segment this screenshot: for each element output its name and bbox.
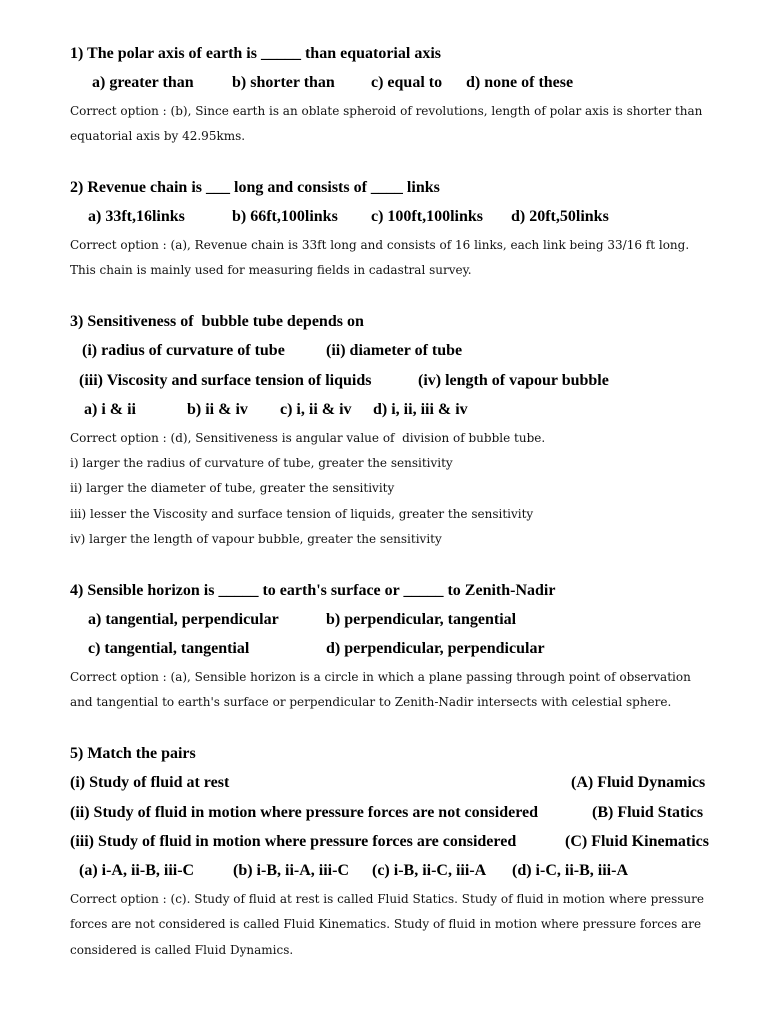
option-b: b) ii & iv (187, 401, 248, 418)
option-c: c) 100ft,100links (371, 208, 483, 225)
option-c: (c) i-B, ii-C, iii-A (372, 862, 487, 879)
option-a: (a) i-A, ii-B, iii-C (79, 862, 195, 879)
question-text: 5) Match the pairs (70, 745, 196, 762)
answer-explanation-line: Correct option : (a), Revenue chain is 33ft long and consists of 16 links, each link being 33/16 ft long. (70, 238, 690, 252)
answer-explanation-line: iv) larger the length of vapour bubble, greater the sensitivity (70, 532, 442, 546)
option-d: d) perpendicular, perpendicular (326, 640, 545, 657)
option-d: d) 20ft,50links (511, 208, 609, 225)
option-b: (b) i-B, ii-A, iii-C (233, 862, 349, 879)
answer-explanation-line: Correct option : (d), Sensitiveness is angular value of division of bubble tube. (70, 431, 546, 445)
answer-explanation-line: Correct option : (a), Sensible horizon is a circle in which a plane passing through point of observation (70, 670, 691, 684)
option-c: c) tangential, tangential (88, 640, 250, 657)
pair-right-b: (B) Fluid Statics (592, 804, 704, 821)
option-c: c) equal to (371, 74, 443, 91)
question-text: 2) Revenue chain is ___ long and consists of ____ links (70, 179, 440, 196)
pair-right-a: (A) Fluid Dynamics (571, 774, 706, 791)
option-b: b) shorter than (232, 74, 335, 91)
answer-explanation-line: Correct option : (b), Since earth is an oblate spheroid of revolutions, length of polar axis is shorter than (70, 104, 703, 118)
answer-explanation-line: i) larger the radius of curvature of tube, greater the sensitivity (70, 456, 453, 470)
answer-explanation-line: considered is called Fluid Dynamics. (70, 943, 294, 957)
option-a: a) greater than (92, 74, 194, 91)
statement-iv: (iv) length of vapour bubble (418, 372, 609, 389)
option-d: (d) i-C, ii-B, iii-A (512, 862, 628, 879)
pair-left-iii: (iii) Study of fluid in motion where pressure forces are considered (70, 833, 517, 850)
option-b: b) perpendicular, tangential (326, 611, 517, 628)
statement-ii: (ii) diameter of tube (326, 342, 463, 359)
answer-explanation-line: Correct option : (c). Study of fluid at rest is called Fluid Statics. Study of fluid in motion where pressure (70, 892, 704, 906)
option-a: a) i & ii (84, 401, 136, 418)
answer-explanation-line: ii) larger the diameter of tube, greater the sensitivity (70, 481, 395, 495)
pair-right-c: (C) Fluid Kinematics (565, 833, 709, 850)
option-d: d) i, ii, iii & iv (373, 401, 468, 418)
question-text: 4) Sensible horizon is _____ to earth's surface or _____ to Zenith-Nadir (70, 582, 556, 599)
option-a: a) tangential, perpendicular (88, 611, 279, 628)
answer-explanation-line: and tangential to earth's surface or perpendicular to Zenith-Nadir intersects with celestial sphere. (70, 695, 672, 709)
statement-iii: (iii) Viscosity and surface tension of liquids (79, 372, 372, 389)
option-a: a) 33ft,16links (88, 208, 185, 225)
pair-left-i: (i) Study of fluid at rest (70, 774, 230, 791)
answer-explanation-line: equatorial axis by 42.95kms. (70, 129, 246, 143)
answer-explanation-line: forces are not considered is called Fluid Kinematics. Study of fluid in motion where pressure forces are (70, 917, 702, 931)
question-text: 1) The polar axis of earth is _____ than equatorial axis (70, 45, 441, 62)
option-d: d) none of these (466, 74, 574, 91)
option-c: c) i, ii & iv (280, 401, 352, 418)
statement-i: (i) radius of curvature of tube (82, 342, 285, 359)
option-b: b) 66ft,100links (232, 208, 338, 225)
answer-explanation-line: This chain is mainly used for measuring fields in cadastral survey. (70, 263, 472, 277)
question-text: 3) Sensitiveness of bubble tube depends on (70, 313, 364, 330)
pair-left-ii: (ii) Study of fluid in motion where pressure forces are not considered (70, 804, 538, 821)
answer-explanation-line: iii) lesser the Viscosity and surface tension of liquids, greater the sensitivity (70, 507, 534, 521)
